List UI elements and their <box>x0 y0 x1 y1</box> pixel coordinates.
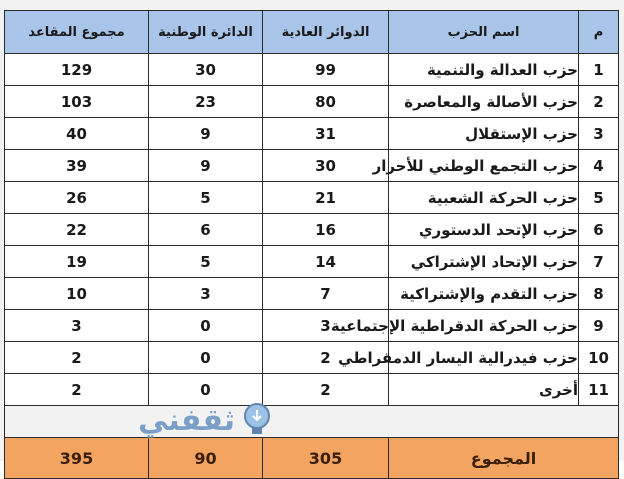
row-national-seats: 9 <box>149 150 263 182</box>
table-row <box>5 214 619 246</box>
row-number: 11 <box>579 374 619 406</box>
spacer-row <box>5 406 619 438</box>
row-regional-seats: 30 <box>263 150 389 182</box>
row-total-seats: 26 <box>5 182 149 214</box>
row-party-name: حزب العدالة والتنمية <box>389 54 579 86</box>
totals-label: المجموع <box>389 438 619 479</box>
row-regional-seats: 2 <box>263 342 389 374</box>
header-number: م <box>579 11 619 54</box>
row-regional-seats: 2 <box>263 374 389 406</box>
row-number: 8 <box>579 278 619 310</box>
row-regional-seats: 21 <box>263 182 389 214</box>
row-total-seats: 129 <box>5 54 149 86</box>
row-national-seats: 0 <box>149 310 263 342</box>
row-party-name: حزب الحركة الدقراطية الإجتماعية <box>389 310 579 342</box>
row-total-seats: 103 <box>5 86 149 118</box>
row-party-name: حزب الإتحد الدستوري <box>389 214 579 246</box>
totals-national: 90 <box>149 438 263 479</box>
row-number: 7 <box>579 246 619 278</box>
table-row <box>5 342 619 374</box>
row-total-seats: 2 <box>5 374 149 406</box>
table-row <box>5 182 619 214</box>
row-national-seats: 30 <box>149 54 263 86</box>
row-number: 4 <box>579 150 619 182</box>
table-header-row <box>5 11 619 54</box>
row-party-name: حزب التقدم والإشتراكية <box>389 278 579 310</box>
table-row <box>5 246 619 278</box>
row-number: 6 <box>579 214 619 246</box>
row-national-seats: 23 <box>149 86 263 118</box>
row-regional-seats: 99 <box>263 54 389 86</box>
row-regional-seats: 14 <box>263 246 389 278</box>
spacer-cell <box>5 406 619 438</box>
row-party-name: حزب فيدرالية اليسار الدمقراطي <box>389 342 579 374</box>
totals-total: 395 <box>5 438 149 479</box>
table-row <box>5 278 619 310</box>
row-total-seats: 40 <box>5 118 149 150</box>
header-total-seats: مجموع المقاعد <box>5 11 149 54</box>
row-national-seats: 0 <box>149 342 263 374</box>
row-regional-seats: 3 <box>263 310 389 342</box>
header-regional-seats: الدوائر العادية <box>263 11 389 54</box>
row-national-seats: 6 <box>149 214 263 246</box>
row-party-name: حزب الإستقلال <box>389 118 579 150</box>
row-number: 3 <box>579 118 619 150</box>
row-national-seats: 9 <box>149 118 263 150</box>
table-row <box>5 118 619 150</box>
table-row <box>5 310 619 342</box>
row-number: 10 <box>579 342 619 374</box>
row-national-seats: 5 <box>149 246 263 278</box>
row-number: 2 <box>579 86 619 118</box>
row-total-seats: 22 <box>5 214 149 246</box>
row-regional-seats: 80 <box>263 86 389 118</box>
row-regional-seats: 16 <box>263 214 389 246</box>
row-party-name: حزب التجمع الوطني للأحرار <box>389 150 579 182</box>
table-row <box>5 54 619 86</box>
table-row <box>5 374 619 406</box>
row-regional-seats: 7 <box>263 278 389 310</box>
totals-row <box>5 438 619 479</box>
table-row <box>5 150 619 182</box>
header-national-seats: الدائرة الوطنية <box>149 11 263 54</box>
row-total-seats: 39 <box>5 150 149 182</box>
row-number: 1 <box>579 54 619 86</box>
row-national-seats: 5 <box>149 182 263 214</box>
row-total-seats: 3 <box>5 310 149 342</box>
row-party-name: حزب الأصالة والمعاصرة <box>389 86 579 118</box>
row-total-seats: 10 <box>5 278 149 310</box>
row-total-seats: 2 <box>5 342 149 374</box>
row-national-seats: 0 <box>149 374 263 406</box>
watermark-text: ثقفني <box>138 402 236 438</box>
totals-regional: 305 <box>263 438 389 479</box>
row-regional-seats: 31 <box>263 118 389 150</box>
row-number: 9 <box>579 310 619 342</box>
row-number: 5 <box>579 182 619 214</box>
table-row <box>5 86 619 118</box>
row-party-name: حزب الإتحاد الإشتراكي <box>389 246 579 278</box>
row-national-seats: 3 <box>149 278 263 310</box>
row-party-name: حزب الحركة الشعبية <box>389 182 579 214</box>
row-total-seats: 19 <box>5 246 149 278</box>
row-party-name: أخرى <box>389 374 579 406</box>
election-results-table <box>4 10 619 479</box>
header-party-name: اسم الحزب <box>389 11 579 54</box>
